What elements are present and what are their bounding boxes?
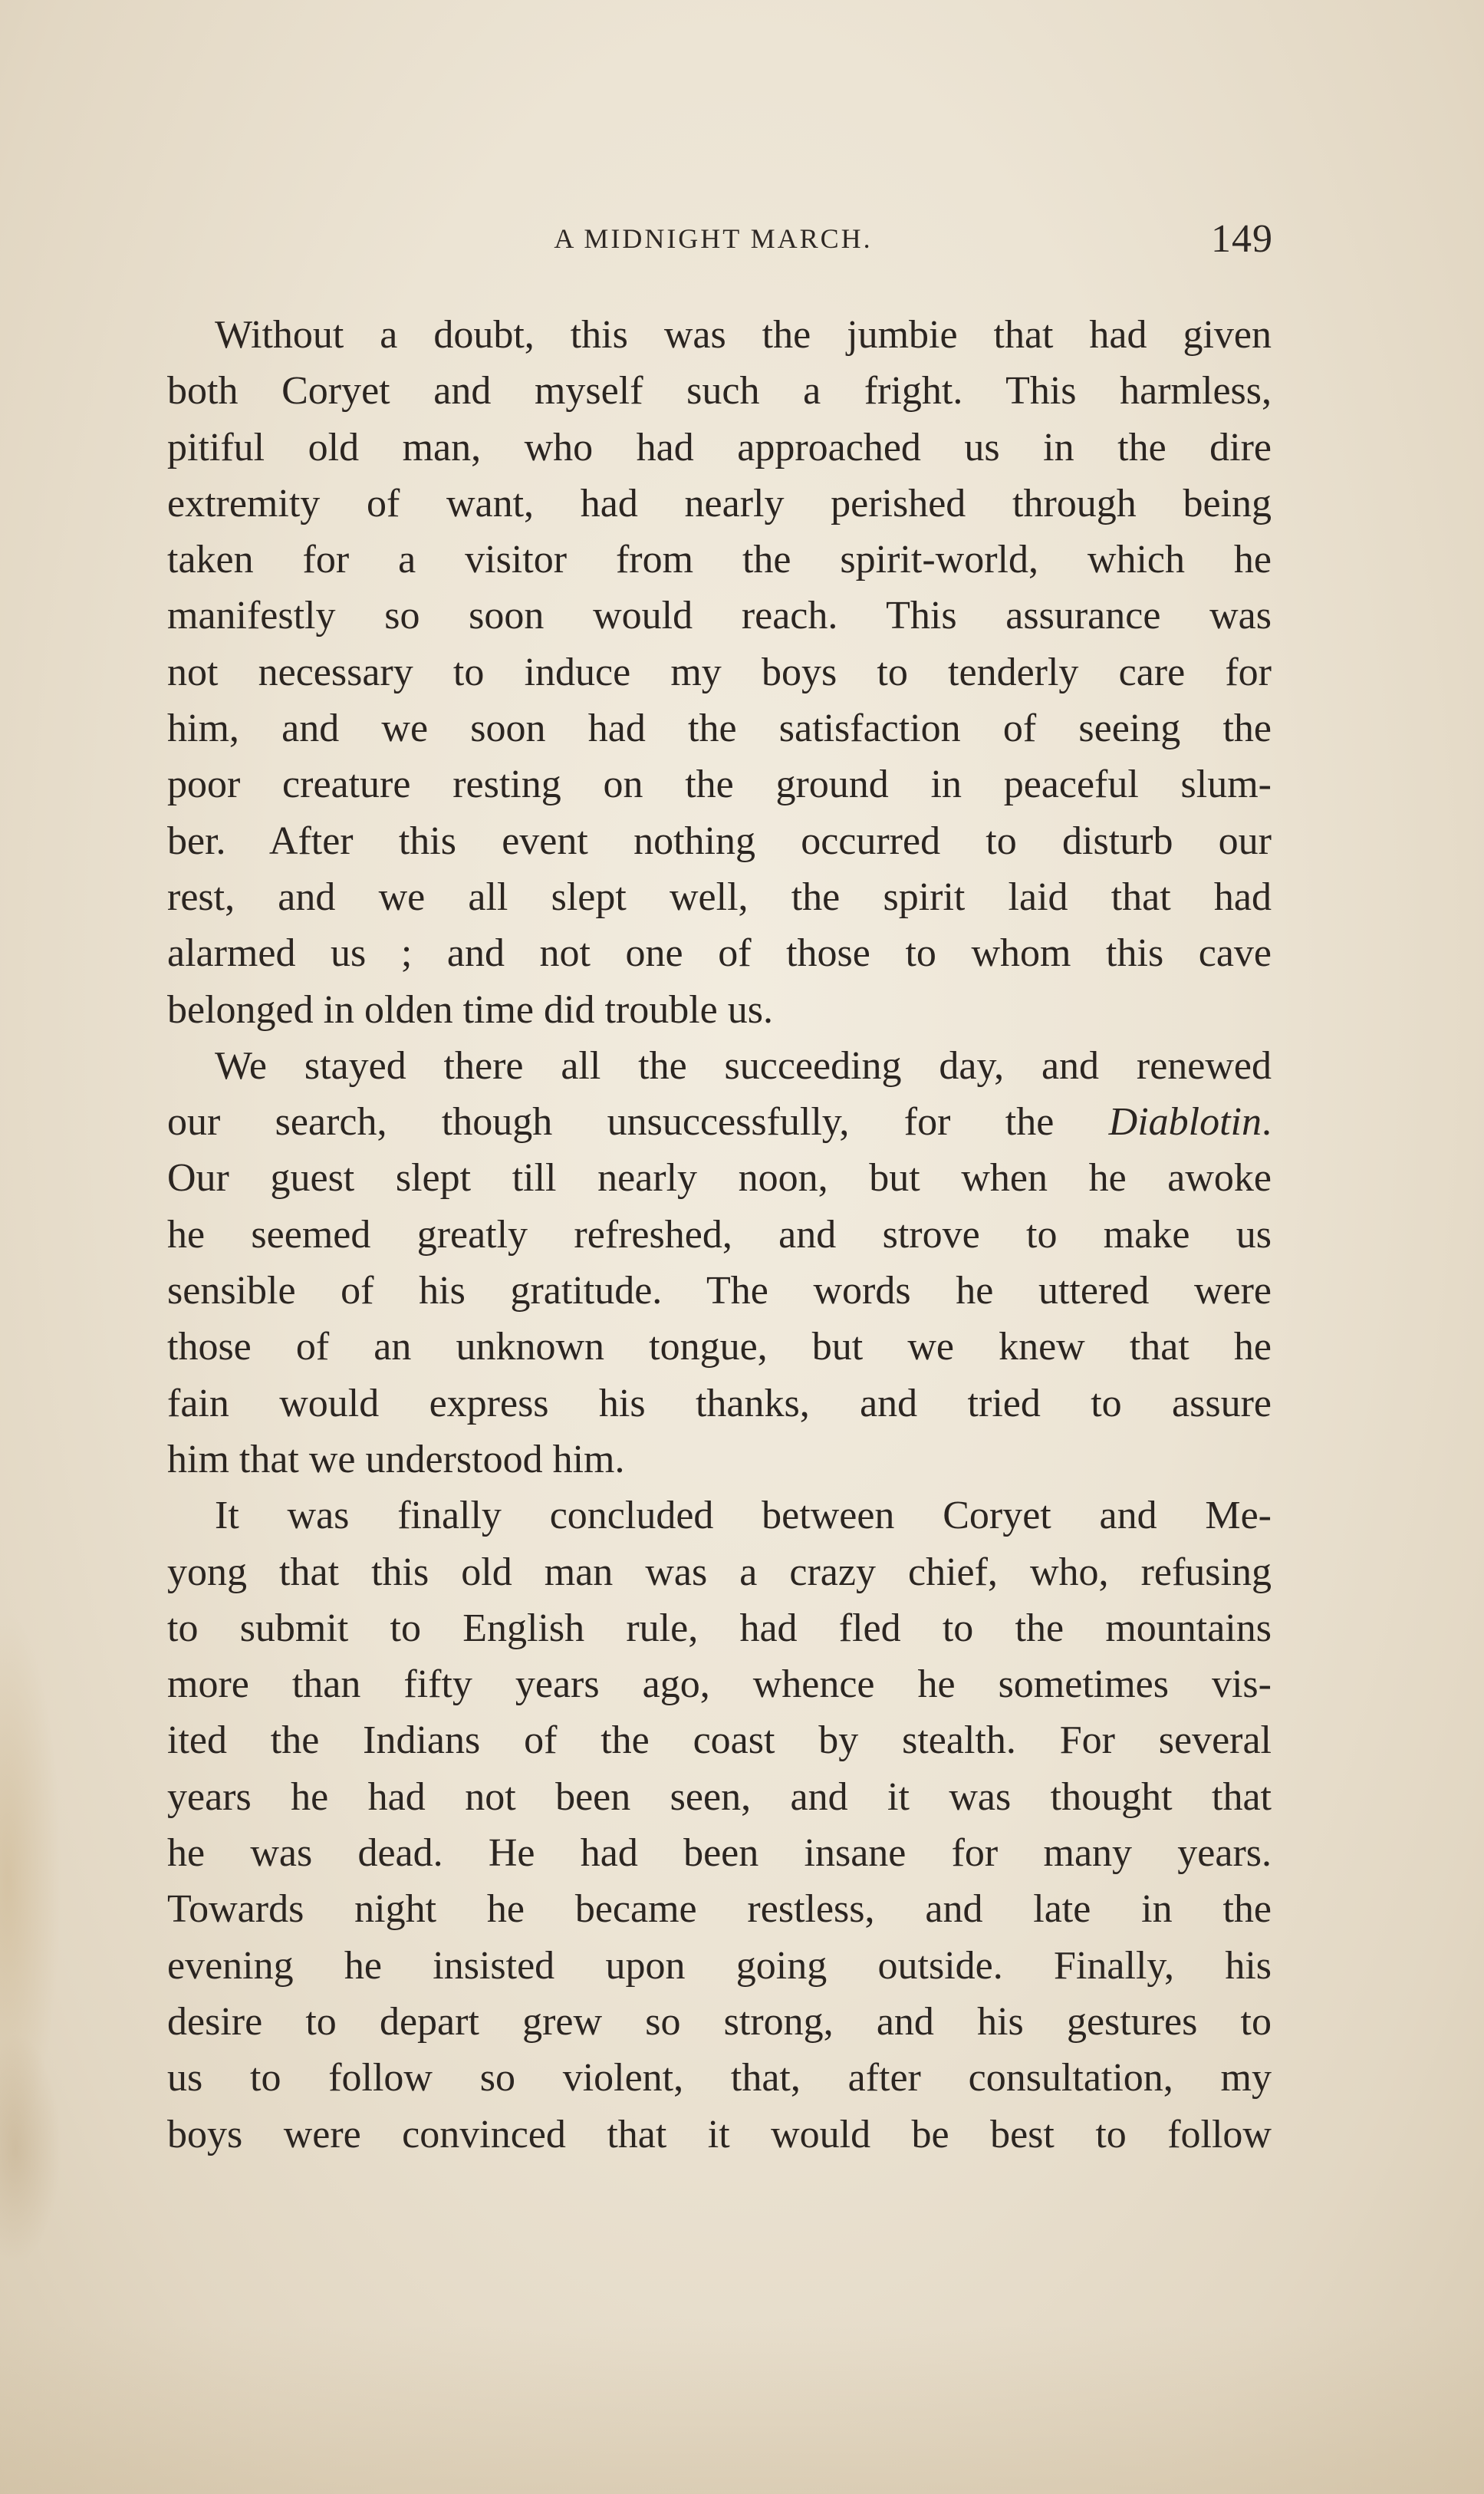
text-segment: our search, though unsuccessfully, for the — [167, 1100, 1109, 1145]
text-line: both Coryet and myself such a fright. This harmless, — [167, 369, 1272, 413]
text-line: him that we understood him. — [167, 1437, 625, 1481]
page-number: 149 — [1211, 217, 1273, 261]
text-line: Without a doubt, this was the jumbie that had given — [215, 313, 1272, 357]
text-line: more than fifty years ago, whence he sometimes vis- — [167, 1662, 1272, 1707]
italic-term: Diablotin — [1108, 1100, 1262, 1145]
text-line: extremity of want, had nearly perished through being — [167, 481, 1272, 525]
text-line: him, and we soon had the satisfaction of seeing the — [167, 707, 1272, 751]
text-line: to submit to English rule, had fled to the mountains — [167, 1606, 1272, 1650]
text-line: boys were convinced that it would be best to follow — [167, 2112, 1272, 2156]
text-line: he was dead. He had been insane for many years. — [167, 1831, 1272, 1876]
text-line: yong that this old man was a crazy chief, who, refusing — [167, 1550, 1272, 1594]
text-line: not necessary to induce my boys to tenderly care for — [167, 650, 1272, 694]
text-line: fain would express his thanks, and tried to assure — [167, 1381, 1272, 1425]
text-line: he seemed greatly refreshed, and strove to make us — [167, 1212, 1272, 1257]
text-line: those of an unknown tongue, but we knew that he — [167, 1325, 1272, 1369]
text-line: rest, and we all slept well, the spirit laid that had — [167, 875, 1272, 919]
text-line: taken for a visitor from the spirit-world, which he — [167, 538, 1272, 582]
text-line: evening he insisted upon going outside. Finally, his — [167, 1943, 1272, 1988]
text-line: ited the Indians of the coast by stealth. For several — [167, 1718, 1272, 1763]
running-head: A MIDNIGHT MARCH. — [554, 223, 873, 254]
text-line: us to follow so violent, that, after consultation, my — [167, 2056, 1272, 2100]
text-line: poor creature resting on the ground in peaceful slum- — [167, 763, 1272, 807]
text-line: pitiful old man, who had approached us in the dire — [167, 425, 1272, 469]
text-line — [167, 1094, 1272, 1150]
text-segment: . — [1262, 1100, 1272, 1145]
paper-stain — [0, 1611, 61, 2148]
text-line: Towards night he became restless, and late in the — [167, 1887, 1272, 1932]
text-line: alarmed us ; and not one of those to whom this cave — [167, 931, 1272, 976]
text-line: manifestly so soon would reach. This assurance was — [167, 594, 1272, 638]
text-line: ber. After this event nothing occurred to disturb our — [167, 819, 1272, 863]
paper-discoloration — [0, 2325, 1484, 2494]
page-header — [0, 216, 1484, 270]
paper-stain — [0, 2033, 61, 2263]
text-line: desire to depart grew so strong, and his gestures to — [167, 1999, 1272, 2044]
body-text — [167, 307, 1272, 2163]
text-line: We stayed there all the succeeding day, and renewed — [215, 1043, 1272, 1088]
text-line: belonged in olden time did trouble us. — [167, 987, 773, 1032]
text-line: Our guest slept till nearly noon, but when he awoke — [167, 1156, 1272, 1201]
text-line: sensible of his gratitude. The words he uttered were — [167, 1269, 1272, 1313]
text-line: years he had not been seen, and it was thought that — [167, 1774, 1272, 1819]
text-line: It was finally concluded between Coryet and Me- — [215, 1494, 1272, 1538]
